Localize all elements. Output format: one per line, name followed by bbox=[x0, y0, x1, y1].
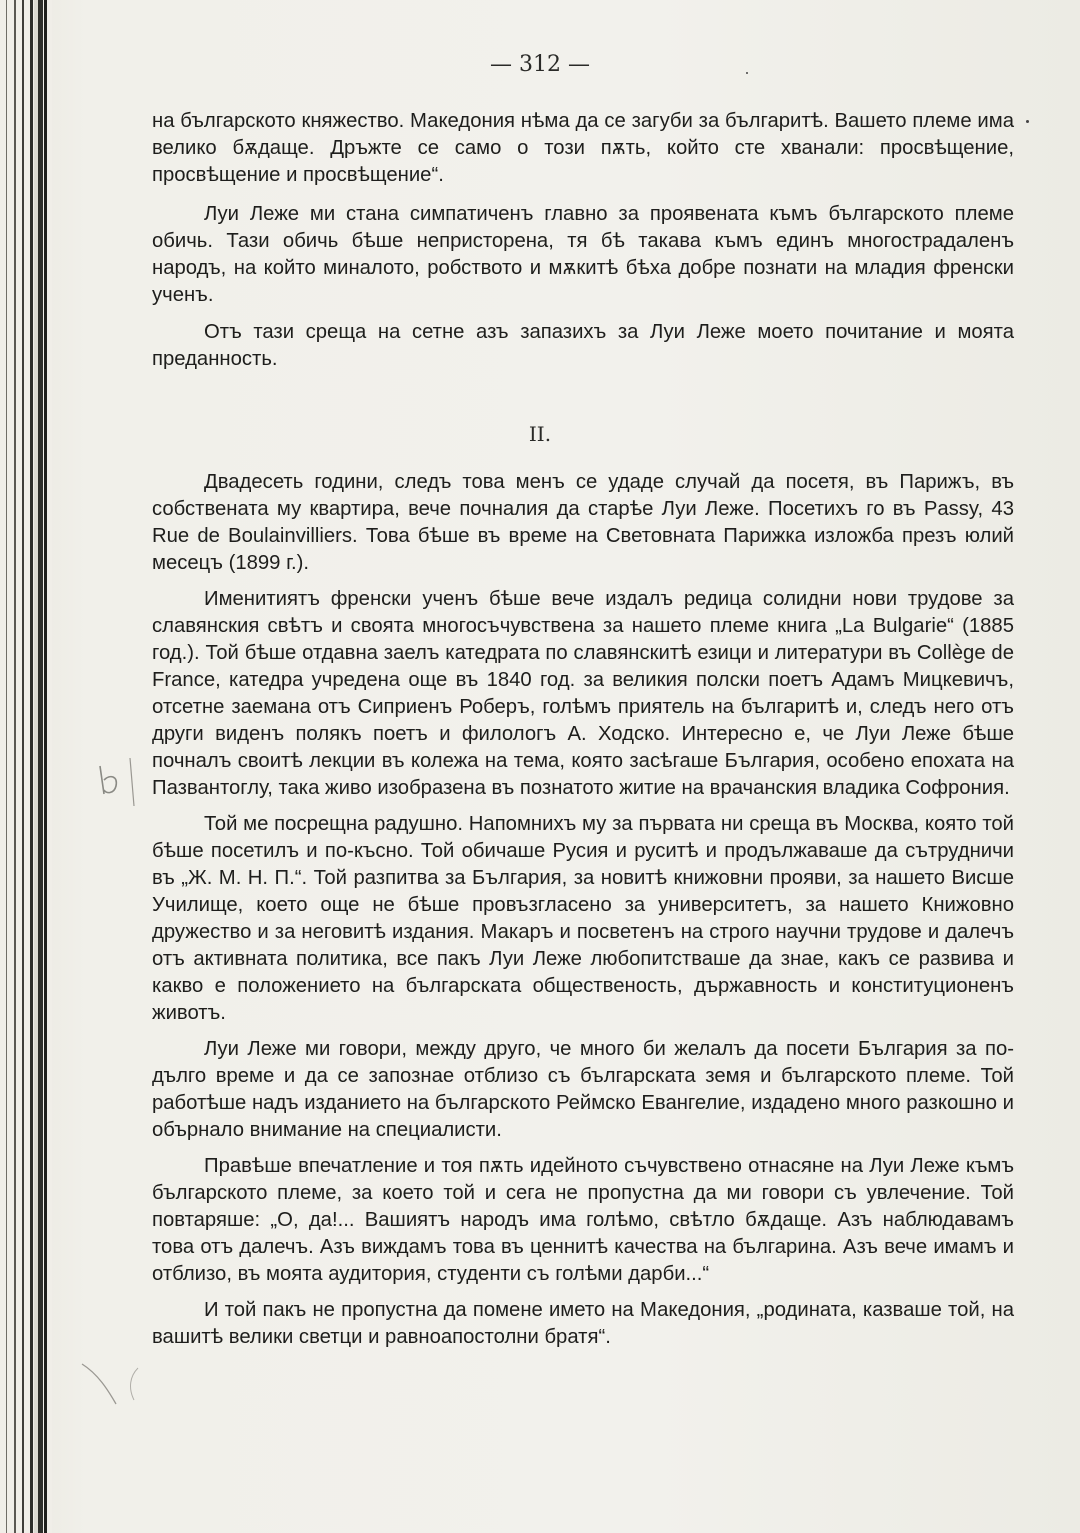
paragraph: на българското княжество. Македония нѣма да се загуби за българитѣ. Вашето племе има велико бѫдаще. Дръжте се само о този пѫть, който сте хванали: просвѣщение, просвѣщение и просвѣщение“. bbox=[152, 110, 1014, 186]
page-number: — 312 — bbox=[490, 52, 590, 77]
paragraph: Правѣше впечатление и тоя пѫть идейното съчувствено отнасяне на Луи Леже къмъ българското племе, за което той и сега не пропустна да ми говори съ увлечение. Той повтаряше: „О, да!... Вашиятъ народъ има голѣмо, свѣтло бѫдаще. Азъ наблюдавамъ това отъ далечъ. Азъ виждамъ това въ ценнитѣ качества на българина. Азъ вече имамъ и отблизо, въ моята аудитория, студенти съ голѣми дарби...“ bbox=[152, 1155, 1014, 1285]
paragraph: И той пакъ не пропустна да помене името на Македония, „родината, казваше той, на вашитѣ велики светци и равноапостолни братя“. bbox=[152, 1299, 1014, 1348]
paragraph: Именитиятъ френски ученъ бѣше вече издалъ редица солидни нови трудове за славянския свѣтъ и своята многосъчувствена за нашето племе книга „La Bulgarie“ (1885 год.). Той бѣше отдавна заелъ катедрата по славянскитѣ езици и литератури въ Collège de France, катедра учредена още въ 1840 год. за великия полски поетъ Адамъ Мицкевичъ, отсетне заемана отъ Сиприенъ Роберъ, голѣмъ приятель на българитѣ и, следъ него отъ други виденъ полякъ поетъ и филологъ А. Ходско. Интересно е, че Луи Леже бѣше почналъ своитѣ лекции въ колежа на тема, която засѣгаше България, особено епохата на Пазвантоглу, така живо изобразена въ познатото житие на врачанския владика Софрония. bbox=[152, 588, 1014, 799]
text-block-top bbox=[152, 108, 1014, 373]
pencil-margin-mark-icon bbox=[92, 754, 142, 814]
text-block-bottom bbox=[152, 469, 1014, 1351]
ink-speck bbox=[1026, 120, 1029, 123]
paragraph: Отъ тази среща на сетне азъ запазихъ за Луи Леже моето почитание и моята преданность. bbox=[152, 321, 1014, 370]
ink-speck bbox=[746, 72, 748, 74]
paragraph: Луи Леже ми говори, между друго, че много би желалъ да посети България за по-дълго време и да се запознае отблизо съ българската земя и българското племе. Той работѣше надъ изданието на българското Реймско Евангелие, издадено много разкошно и обърнало внимание на специалисти. bbox=[152, 1038, 1014, 1141]
paragraph: Той ме посрещна радушно. Напомнихъ му за първата ни среща въ Москва, която той бѣше посетилъ и по-късно. Той обичаше Русия и руситѣ и продължаваше да сътрудничи въ „Ж. М. Н. П.“. Той разпитва за България, за новитѣ книжовни прояви, за нашето Висше Училище, което още не бѣше провъзгласено за университетъ, за нашето Книжовно дружество и за неговитѣ издания. Макаръ и посветенъ на строго научни трудове и далечъ отъ активната политика, все пакъ Луи Леже любопитстваше да знае, какъ се развива и какво е положението на българската общественость, държавность и конституционенъ животъ. bbox=[152, 813, 1014, 1024]
paragraph: Луи Леже ми стана симпатиченъ главно за проявената къмъ българското племе обичь. Тази обичь бѣше непристорена, тя бѣ такава къмъ единъ многострадаленъ народъ, на който миналото, робството и мѫкитѣ бѣха добре познати на младия френски ученъ. bbox=[152, 203, 1014, 306]
pencil-stroke-mark-icon bbox=[78, 1360, 178, 1410]
section-heading: II. bbox=[528, 422, 552, 446]
book-binding-edge bbox=[0, 0, 52, 1533]
paragraph: Двадесеть години, следъ това менъ се удаде случай да посетя, въ Парижъ, въ собствената му квартира, вече почналия да старѣе Луи Леже. Посетихъ го въ Passy, 43 Rue de Boulainvilliers. Това бѣше въ време на Световната Парижка изложба презъ юлий месецъ (1899 г.). bbox=[152, 471, 1014, 574]
